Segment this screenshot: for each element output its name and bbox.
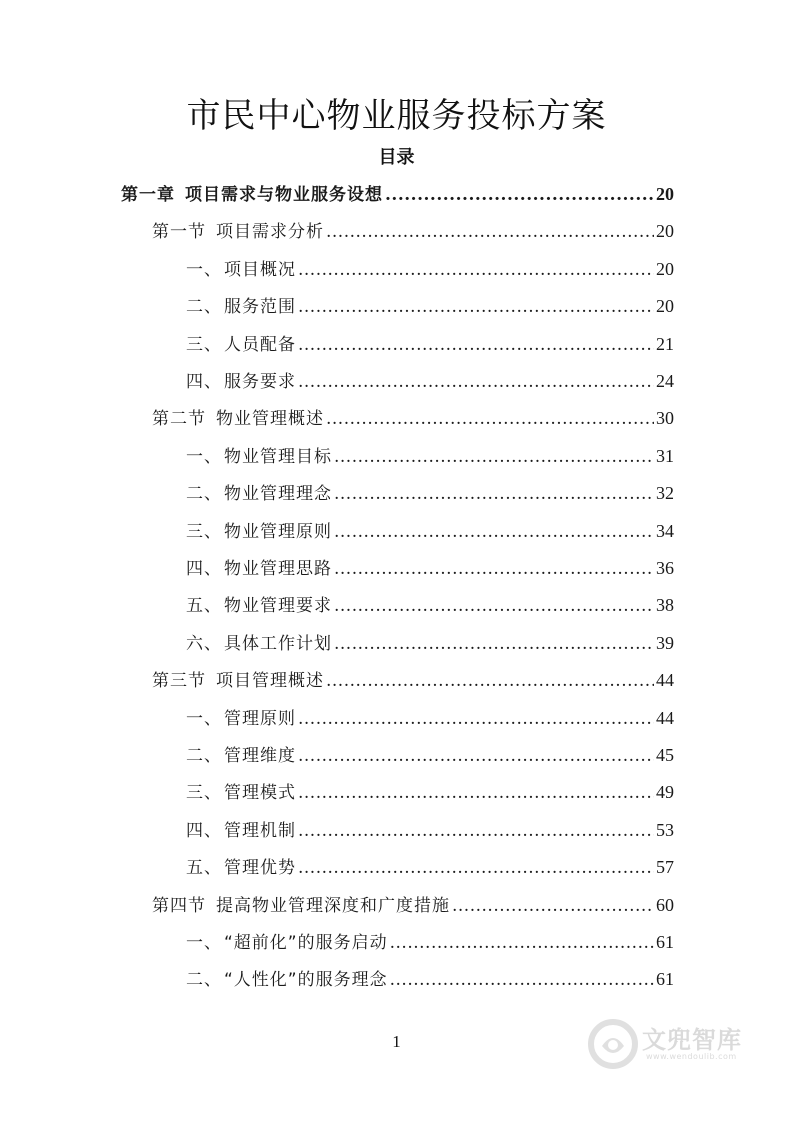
toc-entry-label	[186, 289, 296, 326]
toc-dot-leader	[298, 850, 654, 887]
toc-heading: 目录	[378, 147, 415, 168]
toc-dot-leader	[334, 439, 654, 476]
page-number: 1	[392, 1032, 401, 1051]
toc-entry-prefix: 三、	[186, 334, 222, 355]
toc-entry-prefix: 三、	[186, 521, 222, 542]
toc-dot-leader	[334, 588, 654, 625]
toc-entry[interactable]	[186, 251, 674, 288]
toc-entry-page: 20	[656, 184, 674, 204]
toc-entry-prefix: 第三节	[152, 671, 206, 692]
toc-entry-text: 管理机制	[224, 820, 296, 841]
toc-entry-page: 61	[656, 969, 674, 990]
toc-entry-text: 管理模式	[224, 783, 296, 804]
toc-dot-leader	[298, 738, 654, 775]
toc-dot-leader	[298, 252, 654, 289]
document-title: 市民中心物业服务投标方案	[186, 96, 607, 136]
toc-dot-leader	[298, 364, 654, 401]
toc-dot-leader	[334, 514, 654, 551]
toc-entry-label	[186, 701, 296, 738]
toc-entry[interactable]	[186, 475, 674, 512]
toc-dot-leader	[298, 813, 654, 850]
toc-entry-page: 39	[656, 632, 674, 653]
toc-entry[interactable]	[186, 625, 674, 662]
toc-entry[interactable]	[186, 550, 674, 587]
toc-entry-page: 34	[656, 520, 674, 541]
toc-entry-text: 物业管理要求	[224, 596, 332, 617]
toc-entry-text: 管理原则	[224, 708, 296, 729]
toc-entry-text: 物业管理概述	[216, 409, 324, 430]
toc-entry-page: 44	[656, 670, 674, 691]
toc-entry[interactable]	[186, 288, 674, 325]
toc-entry-label	[186, 626, 332, 663]
toc-entry-label	[186, 962, 388, 999]
toc-entry-page: 45	[656, 745, 674, 765]
toc-entry-page: 20	[656, 221, 674, 242]
toc-entry-text: “人性化”的服务理念	[224, 970, 388, 991]
toc-entry-text: 服务要求	[224, 372, 296, 392]
toc-entry-page: 36	[656, 558, 674, 578]
toc-entry[interactable]	[152, 662, 674, 699]
toc-entry-page: 20	[656, 296, 674, 317]
toc-entry-label	[121, 177, 383, 214]
toc-entry-text: 管理优势	[224, 858, 296, 879]
toc-entry[interactable]	[186, 961, 674, 998]
toc-entry-text: 物业管理理念	[224, 484, 332, 505]
toc-entry-text: “超前化”的服务启动	[224, 933, 388, 953]
toc-entry-text: 物业管理原则	[224, 521, 332, 542]
toc-entry-text: 项目管理概述	[216, 671, 324, 692]
toc-dot-leader	[334, 626, 654, 663]
toc-dot-leader	[334, 476, 654, 513]
toc-entry[interactable]	[186, 774, 674, 811]
watermark	[588, 1016, 788, 1076]
toc-entry-page: 49	[656, 782, 674, 803]
toc-entry-prefix: 三、	[186, 783, 222, 804]
toc-entry-text: 人员配备	[224, 334, 296, 355]
toc-entry-page: 60	[656, 894, 674, 915]
toc-entry-prefix: 二、	[186, 484, 222, 505]
toc-dot-leader	[326, 663, 654, 700]
toc-entry[interactable]	[186, 737, 674, 774]
toc-entry-page: 24	[656, 371, 674, 391]
toc-dot-leader	[385, 177, 654, 214]
toc-entry[interactable]	[186, 812, 674, 849]
toc-entry-label	[186, 514, 332, 551]
toc-entry-label	[186, 738, 296, 775]
toc-entry-prefix: 二、	[186, 746, 222, 766]
toc-entry-prefix: 一、	[186, 446, 222, 467]
toc-entry-page: 21	[656, 333, 674, 354]
toc-entry-prefix: 第四节	[152, 895, 206, 916]
toc-entry-label	[186, 588, 332, 625]
toc-entry-page: 53	[656, 819, 674, 840]
toc-entry[interactable]	[152, 213, 674, 250]
toc-entry[interactable]	[186, 924, 674, 961]
toc-entry[interactable]	[152, 887, 674, 924]
toc-entry-text: 具体工作计划	[224, 633, 332, 654]
toc-entry-prefix: 一、	[186, 708, 222, 729]
toc-dot-leader	[390, 925, 654, 962]
toc-entry-prefix: 一、	[186, 933, 222, 953]
toc-entry-page: 61	[656, 932, 674, 952]
toc-entry-label	[186, 364, 296, 401]
toc-entry-prefix: 一、	[186, 259, 222, 280]
toc-entry-prefix: 第一章	[121, 185, 175, 205]
toc-entry-text: 服务范围	[224, 297, 296, 318]
toc-dot-leader	[334, 551, 654, 588]
toc-entry-text: 物业管理思路	[224, 559, 332, 579]
toc-entry-page: 38	[656, 595, 674, 616]
toc-entry-label	[186, 775, 296, 812]
toc-entry[interactable]	[186, 438, 674, 475]
toc-entry[interactable]	[186, 513, 674, 550]
toc-dot-leader	[452, 888, 654, 925]
toc-entry[interactable]	[186, 587, 674, 624]
toc-dot-leader	[298, 701, 654, 738]
toc-entry-label	[186, 925, 388, 962]
toc-entry-prefix: 五、	[186, 858, 222, 879]
toc-entry-prefix: 二、	[186, 297, 222, 318]
toc-entry-page: 31	[656, 445, 674, 466]
toc-entry-prefix: 四、	[186, 372, 222, 392]
toc-entry-page: 57	[656, 857, 674, 878]
toc-entry[interactable]	[186, 363, 674, 400]
toc-entry-label	[186, 327, 296, 364]
toc-entry-prefix: 二、	[186, 970, 222, 991]
toc-entry-label	[152, 888, 450, 925]
toc-entry-prefix: 六、	[186, 633, 222, 654]
toc-entry-text: 管理维度	[224, 746, 296, 766]
watermark-brand: 文兜智库	[642, 1026, 742, 1054]
toc-entry-prefix: 四、	[186, 820, 222, 841]
toc-entry[interactable]	[186, 700, 674, 737]
toc-entry-page: 30	[656, 408, 674, 429]
toc-dot-leader	[390, 962, 654, 999]
toc-entry-label	[186, 252, 296, 289]
toc-entry-label	[186, 850, 296, 887]
toc-entry-prefix: 五、	[186, 596, 222, 617]
toc-entry[interactable]	[152, 400, 674, 437]
toc-entry-text: 项目需求分析	[216, 222, 324, 243]
wendou-logo-icon	[588, 1016, 638, 1072]
toc-dot-leader	[298, 775, 654, 812]
toc-entry-label	[186, 813, 296, 850]
toc-entry-label	[186, 439, 332, 476]
toc-entry[interactable]	[186, 326, 674, 363]
toc-entry-text: 物业管理目标	[224, 446, 332, 467]
toc-dot-leader	[326, 214, 654, 251]
toc-entry-label	[186, 476, 332, 513]
toc-entry-label	[152, 214, 324, 251]
toc-entry-page: 44	[656, 707, 674, 728]
toc-dot-leader	[326, 401, 654, 438]
toc-entry-prefix: 第二节	[152, 409, 206, 430]
toc-entry-label	[152, 663, 324, 700]
toc-entry-text: 提高物业管理深度和广度措施	[216, 895, 450, 916]
toc-dot-leader	[298, 289, 654, 326]
toc-entry-label	[186, 551, 332, 588]
toc-entry-label	[152, 401, 324, 438]
toc-entry-text: 项目需求与物业服务设想	[185, 185, 383, 205]
toc-dot-leader	[298, 327, 654, 364]
watermark-url: www.wendoulib.com	[646, 1052, 737, 1061]
toc-entry-prefix: 四、	[186, 559, 222, 579]
toc-entry-page: 20	[656, 258, 674, 279]
toc-entry-text: 项目概况	[224, 259, 296, 280]
toc-entry-prefix: 第一节	[152, 222, 206, 243]
toc-entry[interactable]	[121, 176, 674, 213]
toc-entry[interactable]	[186, 849, 674, 886]
toc-entry-page: 32	[656, 483, 674, 504]
